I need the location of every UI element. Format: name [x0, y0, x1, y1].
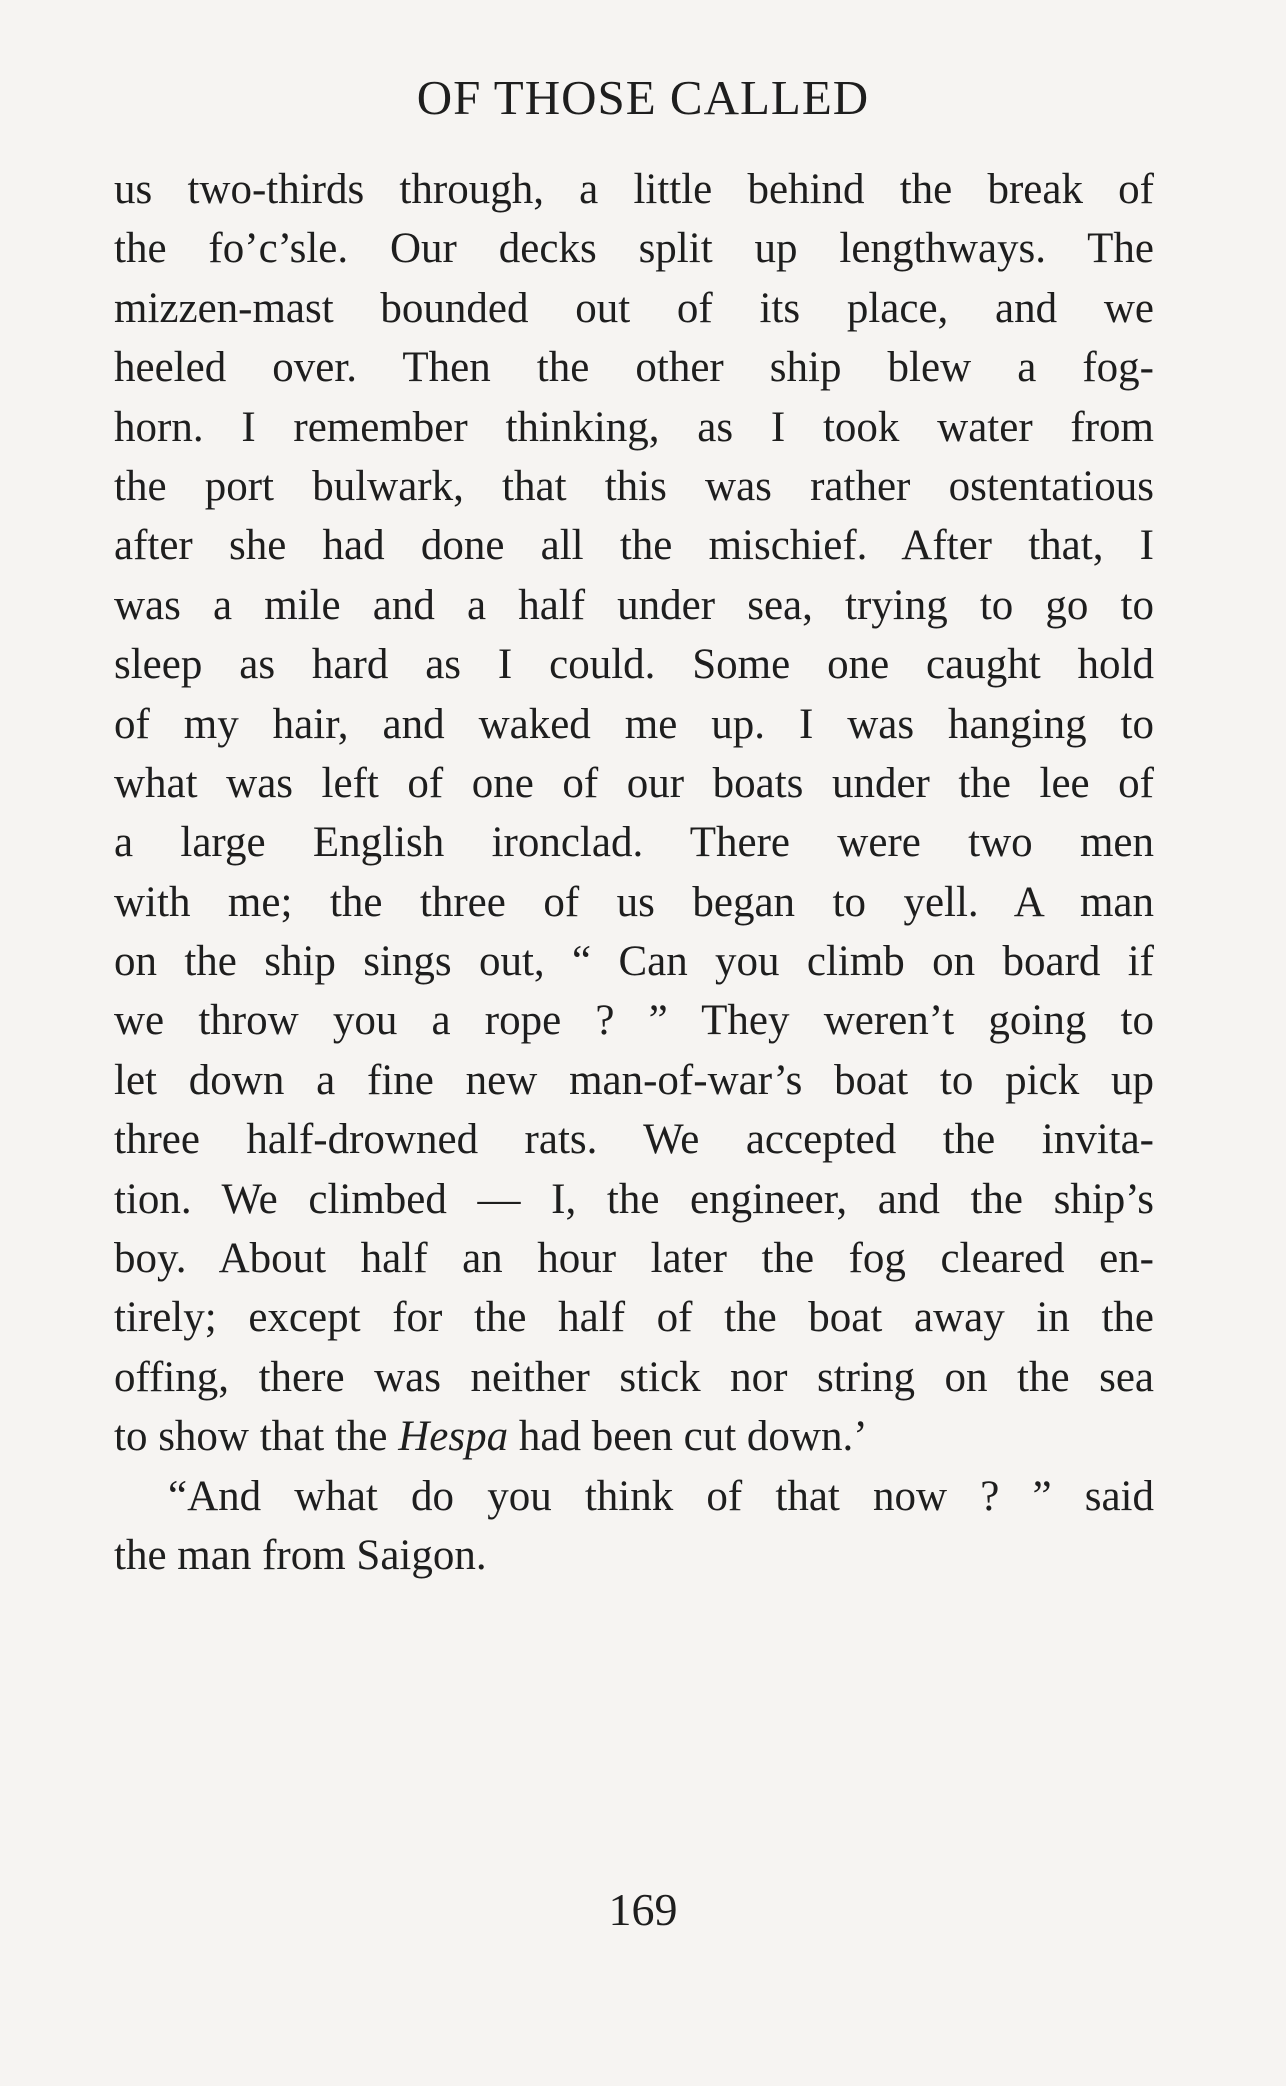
text-fragment: to show that the: [114, 1413, 399, 1461]
text-line: three half-drowned rats. We accepted the invita-: [114, 1116, 1154, 1164]
text-line: was a mile and a half under sea, trying to go to: [114, 581, 1154, 629]
paragraph-start-line: “And what do you think of that now ? ” said: [168, 1472, 1154, 1520]
ship-name-italic: Hespa: [398, 1413, 509, 1461]
text-line: let down a fine new man-of-war’s boat to pick up: [114, 1056, 1154, 1104]
text-line: horn. I remember thinking, as I took water from: [114, 403, 1154, 451]
text-line: heeled over. Then the other ship blew a fog-: [114, 344, 1154, 392]
text-line: of my hair, and waked me up. I was hanging to: [114, 700, 1154, 748]
text-line: mizzen-mast bounded out of its place, and we: [114, 284, 1154, 332]
text-line: after she had done all the mischief. After that, I: [114, 522, 1154, 570]
text-line: tirely; except for the half of the boat away in the: [114, 1294, 1154, 1342]
text-line: us two-thirds through, a little behind the break of: [114, 166, 1154, 213]
text-line: on the ship sings out, “ Can you climb on board if: [114, 938, 1154, 986]
text-line: the port bulwark, that this was rather ostentatious: [114, 462, 1154, 510]
text-line: we throw you a rope ? ” They weren’t going to: [114, 997, 1154, 1045]
text-line-with-ship-name: [114, 1407, 1154, 1466]
text-line: the man from Saigon.: [114, 1531, 487, 1579]
text-line: offing, there was neither stick nor string on the sea: [114, 1353, 1154, 1401]
text-line: the fo’c’sle. Our decks split up lengthways. The: [114, 225, 1154, 273]
page-number: 169: [608, 1884, 678, 1935]
text-line: with me; the three of us began to yell. A man: [114, 878, 1154, 926]
text-line: sleep as hard as I could. Some one caught hold: [114, 641, 1154, 689]
body-text: [114, 160, 1154, 1585]
text-line: tion. We climbed — I, the engineer, and the ship’s: [114, 1175, 1154, 1223]
text-line: a large English ironclad. There were two men: [114, 819, 1154, 867]
running-header: OF THOSE CALLED: [416, 70, 870, 125]
text-line: what was left of one of our boats under the lee of: [114, 759, 1154, 807]
text-line: boy. About half an hour later the fog cleared en-: [114, 1235, 1154, 1283]
text-fragment: had been cut down.’: [508, 1413, 868, 1461]
